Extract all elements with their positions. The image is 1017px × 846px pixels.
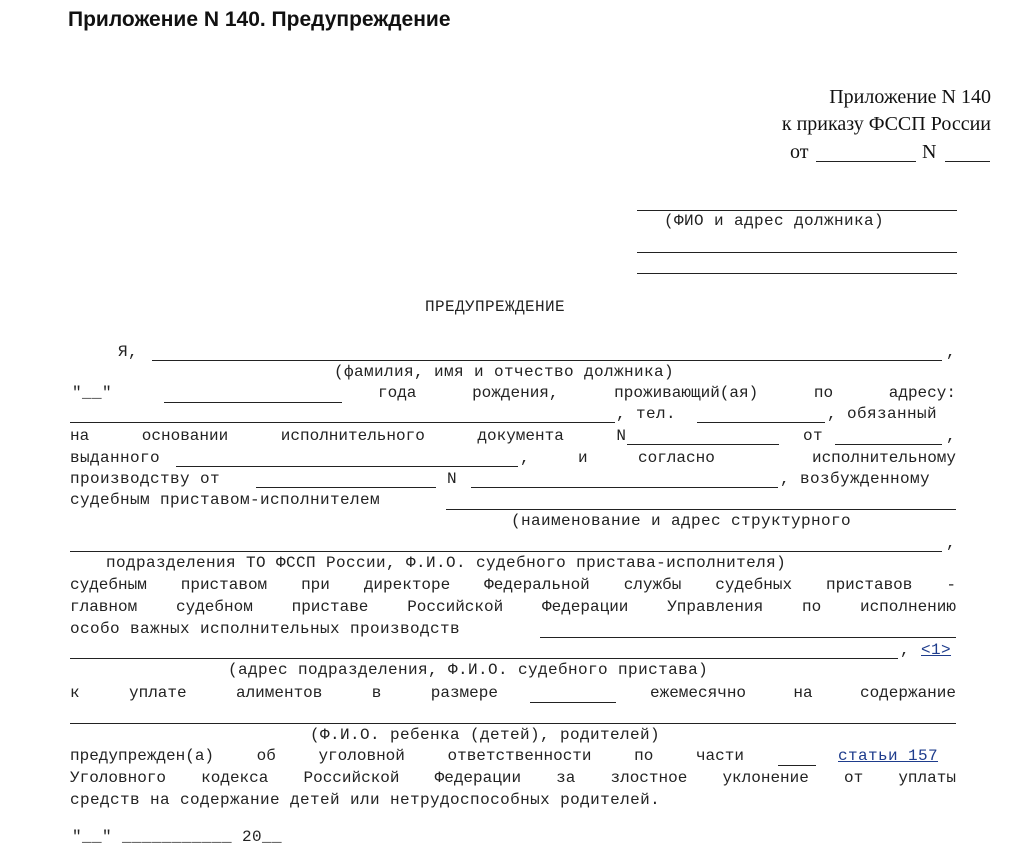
phone-line <box>697 422 825 423</box>
phone-label: , тел. <box>616 405 677 423</box>
fio-comma: , <box>946 343 957 361</box>
and-word: и <box>578 449 589 467</box>
child-line <box>70 723 956 724</box>
word: N <box>616 427 626 445</box>
proceeding-from-label: производству от <box>70 470 221 488</box>
address-line <box>70 422 615 423</box>
word: адресу: <box>888 384 956 402</box>
word: по <box>801 598 822 616</box>
subdivision-address-line <box>70 658 898 659</box>
address-caption: (адрес подразделения, Ф.И.О. судебного пристава) <box>228 661 709 679</box>
order-date-line <box>816 161 916 162</box>
proceeding-number-label: N <box>447 470 458 488</box>
word: приставов <box>825 576 913 594</box>
word: Федерации <box>434 769 522 787</box>
word: Уголовного <box>70 769 167 787</box>
structural-line <box>70 551 942 552</box>
subdivision-caption: подразделения ТО ФССП России, Ф.И.О. судебного пристава-исполнителя) <box>106 554 787 572</box>
word: к <box>70 684 80 702</box>
article-157-link[interactable]: статьи 157 <box>838 747 939 765</box>
bailiff-line <box>446 509 956 510</box>
footnote-comma: , <box>900 641 911 659</box>
birth-line-words <box>378 384 956 402</box>
document-number-line <box>627 444 779 445</box>
word: уплаты <box>898 769 956 787</box>
document-comma: , <box>946 427 957 445</box>
order-number-label: N <box>922 141 937 163</box>
birth-month-line <box>164 402 342 403</box>
proceeding-date-line <box>256 487 436 488</box>
proceeding-number-line <box>471 487 778 488</box>
word: судебным <box>70 576 147 594</box>
appendix-number: Приложение N 140 <box>829 86 991 108</box>
obliged-label: , обязанный <box>827 405 938 423</box>
article-part-line <box>778 765 816 766</box>
word: за <box>556 769 576 787</box>
page-title: Приложение N 140. Предупреждение <box>68 8 451 31</box>
word: судебных <box>715 576 793 594</box>
child-caption: (Ф.И.О. ребенка (детей), родителей) <box>310 726 661 744</box>
word: размере <box>430 684 498 702</box>
word: проживающий(ая) <box>614 384 759 402</box>
document-date-line <box>835 444 942 445</box>
chief-line-words <box>70 598 956 616</box>
alimony-words <box>70 684 498 702</box>
i-label: Я, <box>118 343 139 361</box>
word: Российской <box>407 598 504 616</box>
basis-line-words <box>70 427 626 445</box>
word: Российской <box>303 769 400 787</box>
agree-words <box>638 449 956 467</box>
order-number-line <box>945 161 990 162</box>
word: согласно <box>638 449 715 467</box>
word: исполнению <box>859 598 956 616</box>
alimony-amount-line <box>530 702 616 703</box>
fio-caption: (фамилия, имя и отчество должника) <box>334 363 675 381</box>
word: злостное <box>610 769 688 787</box>
final-sentence: средств на содержание детей или нетрудоспособных родителей. <box>70 791 661 809</box>
issuer-line <box>176 466 518 467</box>
word: уклонение <box>722 769 809 787</box>
word: ежемесячно <box>650 684 747 702</box>
document-from-label: от <box>803 427 824 445</box>
word: года <box>378 384 417 402</box>
word: ответственности <box>447 747 592 765</box>
word: от <box>843 769 864 787</box>
structural-comma: , <box>946 534 957 552</box>
debtor-fio-line <box>152 360 942 361</box>
word: документа <box>477 427 564 445</box>
debtor-caption: (ФИО и адрес должника) <box>664 212 885 230</box>
criminal-code-words <box>70 769 956 787</box>
word: предупрежден(а) <box>70 747 215 765</box>
word: кодекса <box>201 769 269 787</box>
director-line-words <box>70 576 956 594</box>
word: основании <box>141 427 229 445</box>
word: Федеральной <box>484 576 590 594</box>
signature-date: "__" ___________ 20__ <box>72 828 283 846</box>
word: исполнительного <box>280 427 425 445</box>
debtor-line-3 <box>637 273 957 274</box>
word: приставом <box>180 576 268 594</box>
word: на <box>70 427 90 445</box>
word: службы <box>623 576 682 594</box>
word: алиментов <box>235 684 323 702</box>
word: уголовной <box>318 747 405 765</box>
initiated-label: , возбужденному <box>780 470 931 488</box>
word: рождения, <box>472 384 559 402</box>
word: по <box>813 384 834 402</box>
word: содержание <box>859 684 956 702</box>
word: об <box>256 747 276 765</box>
word: при <box>301 576 330 594</box>
footnote-link[interactable]: <1> <box>921 641 952 659</box>
structural-caption: (наименование и адрес структурного <box>511 512 852 530</box>
word: уплате <box>128 684 187 702</box>
document-heading: ПРЕДУПРЕЖДЕНИЕ <box>425 298 566 316</box>
debtor-line-2 <box>637 252 957 253</box>
word: исполнительному <box>811 449 956 467</box>
warned-words <box>70 747 744 765</box>
special-proceedings-label: особо важных исполнительных производств <box>70 620 461 638</box>
birth-date-quote: "__" <box>72 384 113 402</box>
special-proceedings-line <box>540 637 956 638</box>
issuer-comma: , <box>520 449 531 467</box>
word: Федерации <box>541 598 629 616</box>
word: части <box>695 747 744 765</box>
word: в <box>371 684 382 702</box>
word: судебном <box>176 598 253 616</box>
word: приставе <box>291 598 369 616</box>
issued-label: выданного <box>70 449 161 467</box>
order-from-label: от <box>790 141 809 163</box>
debtor-line-1 <box>637 210 957 211</box>
word: главном <box>70 598 138 616</box>
monthly-words <box>650 684 956 702</box>
word: директоре <box>363 576 451 594</box>
order-reference: к приказу ФССП России <box>781 113 991 135</box>
word: по <box>634 747 654 765</box>
bailiff-label: судебным приставом-исполнителем <box>70 491 381 509</box>
word: Управления <box>667 598 764 616</box>
word: - <box>946 576 956 594</box>
word: на <box>793 684 813 702</box>
